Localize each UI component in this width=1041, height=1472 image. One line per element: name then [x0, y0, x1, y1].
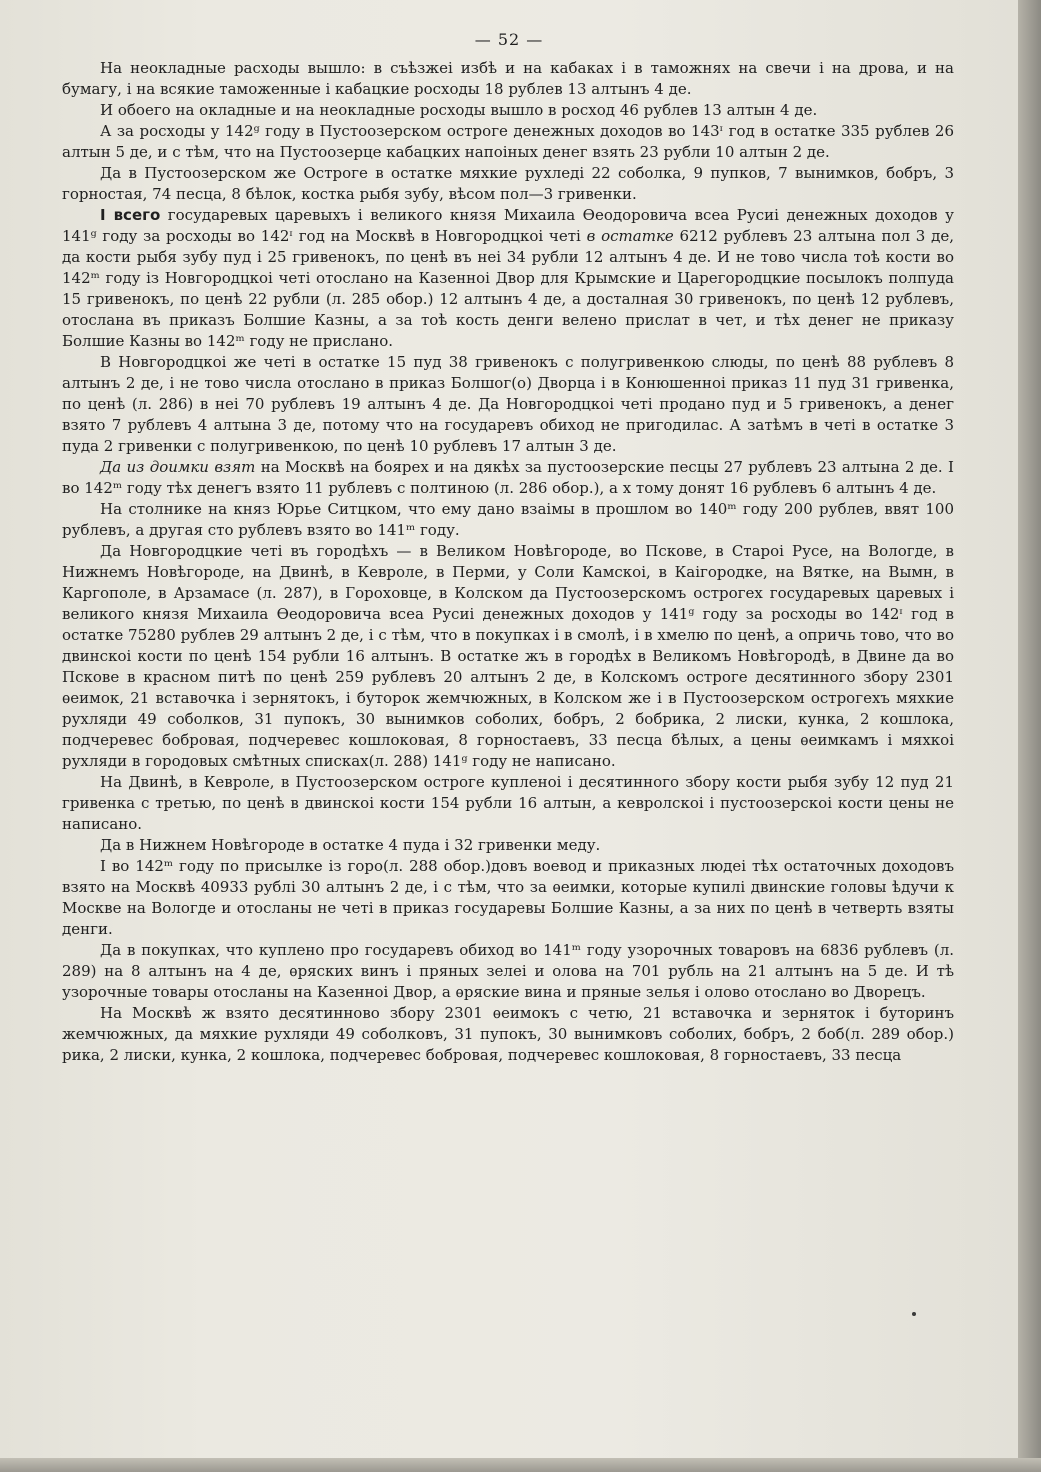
paragraph-11: Да в Нижнем Новѣгороде в остатке 4 пуда і 32 гривенки меду.	[100, 836, 601, 854]
paragraph-5-emphasis: в остатке	[586, 227, 674, 245]
paragraph-7-text: на Москвѣ на боярех и на дякѣх за пустоозерские песцы 27 рублевъ 23 алтына 2 де. I во 142ᵐ году тѣх денегъ взято 11 рублевъ с полтиною (л. 286 обор.), а х тому донят 16 рублевъ 6 алтынъ 4 де.	[62, 458, 954, 497]
paragraph-5-text: государевых царевыхъ і великого князя Михаила Ѳеодоровича всеа Русиі денежных доходов у 141ᵍ году за росходы во 142ᶦ год на Москвѣ в Новгородцкоі четі	[62, 206, 954, 245]
paragraph-5-tail: 6212 рублевъ 23 алтына пол 3 де, да кости рыбя зубу пуд і 25 гривенокъ, по ценѣ въ неі 34 рубли 12 алтынъ 4 де. И не тово числа тоѣ кости во 142ᵐ году із Новгородцкоі четі отослано на Казенноі Двор для Крымские и Царегородцкие посылокъ полпуда 15 гривенокъ, по ценѣ 22 рубли (л. 285 обор.) 12 алтынъ 4 де, а досталная 30 гривенокъ, по ценѣ 12 рублевъ, отослана въ приказъ Болшие Казны, а за тоѣ кость денги велено прислат в чет, и тѣх денег не приказу Болшие Казны во 142ᵐ году не прислано.	[62, 227, 954, 350]
paragraph-13: Да в покупках, что куплено про государевъ обиход во 141ᵐ году узорочных товаровъ на 6836 рублевъ (л. 289) на 8 алтынъ на 4 де, ѳряских винъ і пряных зелеі и олова на 701 рубль на 21 алтынъ на 5 де. И тѣ узорочные товары отосланы на Казенноі Двор, а ѳряские вина и пряные зелья і олово отослано во Дворецъ.	[62, 941, 954, 1001]
paragraph-6: В Новгородцкоі же четі в остатке 15 пуд 38 гривенокъ с полугривенкою слюды, по ценѣ 88 рублевъ 8 алтынъ 2 де, і не тово числа отослано в приказ Болшог(о) Дворца і в Конюшенноі приказ 11 пуд 31 гривенка, по ценѣ (л. 286) в неі 70 рублевъ 19 алтынъ 4 де. Да Новгородцкоі четі продано пуд и 5 гривенокъ, а денег взято 7 рублевъ 4 алтына 3 де, потому что на государевъ обиход не пригодилас. А затѣмъ в четі в остатке 3 пуда 2 гривенки с полугривенкою, по ценѣ 10 рублевъ 17 алтын 3 де.	[62, 353, 954, 455]
paragraph-7-emphasis: Да из доимки взят	[100, 458, 256, 476]
paragraph-9: Да Новгородцкие четі въ городѣхъ — в Великом Новѣгороде, во Пскове, в Староі Русе, на Вологде, в Нижнемъ Новѣгороде, на Двинѣ, в Кевроле, в Перми, у Соли Камскоі, в Каігородке, на Вятке, на Вымн, в Каргополе, в Арзамасе (л. 287), в Гороховце, в Колском да Пустоозерскомъ острогех государевых царевых і великого князя Михаила Ѳеодоровича всеа Русиі денежных доходов у 141ᵍ году за росходы во 142ᶦ год в остатке 75280 рублев 29 алтынъ 2 де, і с тѣм, что в покупках і в смолѣ, і в хмелю по ценѣ, а опричь тово, что во двинскоі кости по ценѣ 154 рубли 16 алтынъ. В остатке жъ в городѣх в Великомъ Новѣгородѣ, в Двине да во Пскове в красном питѣ по ценѣ 259 рублевъ 20 алтынъ 2 де, в Колскомъ остроге десятинного збору 2301 ѳеимок, 21 вставочка і зернятокъ, і буторок жемчюжных, в Колском же і в Пустоозерском острогехъ мяхкие рухляди 49 соболков, 31 пупокъ, 30 вынимков соболих, бобръ, 2 бобрика, 2 лиски, кунка, 2 кошлока, подчеревес бобровая, подчеревес кошлоковая, 8 горностаевъ, 33 песца бѣлых, а цены ѳеимкамъ і мяхкоі рухляди в городовых смѣтных списках(л. 288) 141ᵍ году не написано.	[62, 542, 954, 770]
paragraph-5-lead: I всего	[100, 206, 161, 224]
paragraph-5	[62, 205, 954, 352]
page-edge-shadow-right	[1018, 0, 1041, 1472]
paragraph-2: И обоего на окладные и на неокладные росходы вышло в росход 46 рублев 13 алтын 4 де.	[100, 101, 818, 119]
paragraph-14: На Москвѣ ж взято десятинново збору 2301 ѳеимокъ с четю, 21 вставочка и зерняток і буторинъ жемчюжных, да мяхкие рухляди 49 соболковъ, 31 пупокъ, 30 вынимковъ соболих, бобръ, 2 боб(л. 289 обор.) рика, 2 лиски, кунка, 2 кошлока, подчеревес бобровая, подчеревес кошлоковая, 8 горностаевъ, 33 песца	[62, 1004, 954, 1064]
paragraph-4: Да в Пустоозерском же Остроге в остатке мяхкие рухледі 22 соболка, 9 пупков, 7 вынимков, бобръ, 3 горностая, 74 песца, 8 бѣлок, костка рыбя зубу, вѣсом пол—3 гривенки.	[62, 164, 954, 203]
paragraph-3: А за росходы у 142ᵍ году в Пустоозерском остроге денежных доходов во 143ᶦ год в остатке 335 рублев 26 алтын 5 де, и с тѣм, что на Пустоозерце кабацких напоіных денег взять 23 рубли 10 алтын 2 де.	[62, 122, 954, 161]
paragraph-10: На Двинѣ, в Кевроле, в Пустоозерском остроге купленоі і десятинного збору кости рыбя зубу 12 пуд 21 гривенка с третью, по ценѣ в двинскоі кости 154 рубли 16 алтын, а кевролскоі і пустоозерскоі кости цены не написано.	[62, 773, 954, 833]
page-number: — 52 —	[474, 30, 544, 49]
paragraph-7	[62, 457, 954, 499]
paragraph-1: На неокладные расходы вышло: в съѣзжеі избѣ и на кабаках і в таможнях на свечи і на дрова, и на бумагу, і на всякие таможенные і кабацкие росходы 18 рублев 13 алтынъ 4 де.	[62, 59, 954, 98]
ink-speck	[912, 1312, 916, 1316]
page-edge-shadow-bottom	[0, 1458, 1041, 1472]
paragraph-12: I во 142ᵐ году по присылке із горо(л. 288 обор.)довъ воевод и приказных людеі тѣх остаточных доходовъ взято на Москвѣ 40933 рублі 30 алтынъ 2 де, і с тѣм, что за ѳеимки, которые купилі двинские головы ѣдучи к Москве на Вологде и отосланы не четі в приказ государевы Болшие Казны, а за них по ценѣ в четверть взяты денги.	[62, 857, 954, 938]
document-body	[62, 58, 954, 1066]
paragraph-8: На столнике на княз Юрье Ситцком, что ему дано взаімы в прошлом во 140ᵐ году 200 рублев, ввят 100 рублевъ, а другая сто рублевъ взято во 141ᵐ году.	[62, 500, 954, 539]
